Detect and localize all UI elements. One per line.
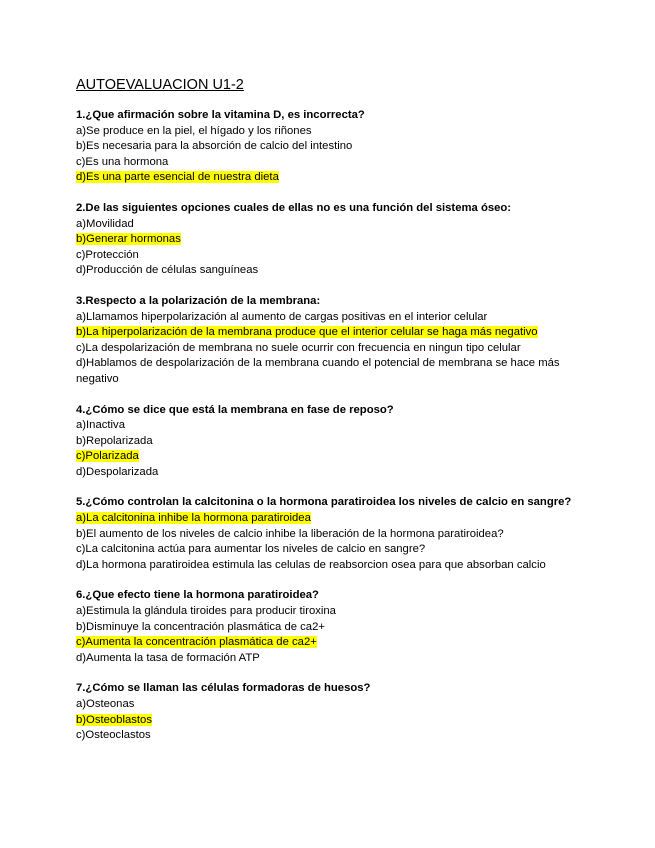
question-block <box>76 681 586 743</box>
answer-option <box>76 124 586 140</box>
answer-option-text: b)Repolarizada <box>76 434 153 447</box>
question-text: 7.¿Cómo se llaman las células formadoras de huesos? <box>76 682 371 695</box>
question-block <box>76 403 586 481</box>
answer-option-text: c)La calcitonina actúa para aumentar los niveles de calcio en sangre? <box>76 543 426 556</box>
answer-option-highlighted <box>76 635 586 651</box>
answer-option <box>76 620 586 636</box>
answer-option <box>76 558 586 574</box>
answer-option <box>76 651 586 667</box>
answer-option-highlighted <box>76 232 586 248</box>
answer-option-text: d)Producción de células sanguíneas <box>76 264 259 277</box>
answer-option-text: d)Es una parte esencial de nuestra dieta <box>76 171 279 184</box>
answer-option-text: a)Llamamos hiperpolarización al aumento de cargas positivas en el interior celular <box>76 310 488 323</box>
answer-option <box>76 542 586 558</box>
question-block <box>76 588 586 666</box>
answer-option-text: d)Hablamos de despolarización de la membrana cuando el potencial de membrana se hace más negativo <box>76 357 560 385</box>
document-title: AUTOEVALUACION U1-2 <box>76 77 244 93</box>
answer-option-text: d)Despolarizada <box>76 465 159 478</box>
answer-option <box>76 341 586 357</box>
answer-option-highlighted <box>76 511 586 527</box>
answer-option-text: d)La hormona paratiroidea estimula las celulas de reabsorcion osea para que absorban calcio <box>76 558 546 571</box>
answer-option <box>76 248 586 264</box>
question-block <box>76 495 586 573</box>
answer-option-text: d)Aumenta la tasa de formación ATP <box>76 651 260 664</box>
answer-option-text: a)Inactiva <box>76 419 125 432</box>
answer-option <box>76 217 586 233</box>
answer-option-text: a)Osteonas <box>76 698 135 710</box>
question-list <box>76 108 586 744</box>
answer-option-text: b)El aumento de los niveles de calcio inhibe la liberación de la hormona paratiroidea? <box>76 527 504 540</box>
question-text: 3.Respecto a la polarización de la membrana: <box>76 294 321 307</box>
answer-option-text: a)Estimula la glándula tiroides para producir tiroxina <box>76 605 336 618</box>
answer-option <box>76 139 586 155</box>
answer-option-text: b)Disminuye la concentración plasmática de ca2+ <box>76 620 325 633</box>
answer-option-highlighted <box>76 449 586 465</box>
answer-option-text: c)Protección <box>76 248 139 261</box>
question-text: 4.¿Cómo se dice que está la membrana en fase de reposo? <box>76 403 394 416</box>
answer-option-text: a)Movilidad <box>76 217 134 230</box>
question-block <box>76 108 586 186</box>
answer-option-text: b)Generar hormonas <box>76 233 181 246</box>
answer-option-text: a)La calcitonina inhibe la hormona paratiroidea <box>76 512 311 525</box>
answer-option <box>76 310 586 326</box>
answer-option <box>76 356 586 387</box>
document-content <box>76 76 586 759</box>
answer-option <box>76 263 586 279</box>
answer-option-highlighted <box>76 325 586 341</box>
answer-option-text: c)Es una hormona <box>76 155 169 168</box>
answer-option <box>76 418 586 434</box>
answer-option <box>76 527 586 543</box>
answer-option-highlighted <box>76 713 586 729</box>
answer-option-text: c)La despolarización de membrana no suele ocurrir con frecuencia en ningun tipo celular <box>76 341 521 354</box>
answer-option <box>76 604 586 620</box>
question-block <box>76 201 586 279</box>
answer-option-text: c)Osteoclastos <box>76 729 151 742</box>
question-text: 6.¿Que efecto tiene la hormona paratiroidea? <box>76 589 319 602</box>
answer-option-text: a)Se produce en la piel, el hígado y los riñones <box>76 124 312 137</box>
question-text: 5.¿Cómo controlan la calcitonina o la hormona paratiroidea los niveles de calcio en sangre? <box>76 496 572 509</box>
answer-option-text: b)Es necesaria para la absorción de calcio del intestino <box>76 140 353 153</box>
question-block <box>76 294 586 388</box>
answer-option-text: c)Aumenta la concentración plasmática de ca2+ <box>76 636 317 649</box>
answer-option <box>76 697 586 713</box>
question-text: 2.De las siguientes opciones cuales de ellas no es una función del sistema óseo: <box>76 201 512 214</box>
answer-option <box>76 434 586 450</box>
answer-option <box>76 465 586 481</box>
answer-option-text: b)Osteoblastos <box>76 713 152 726</box>
answer-option-highlighted <box>76 170 586 186</box>
answer-option-text: b)La hiperpolarización de la membrana produce que el interior celular se haga más negativo <box>76 326 538 339</box>
answer-option-text: c)Polarizada <box>76 450 139 463</box>
answer-option <box>76 728 586 744</box>
question-text: 1.¿Que afirmación sobre la vitamina D, es incorrecta? <box>76 109 365 121</box>
answer-option <box>76 155 586 171</box>
